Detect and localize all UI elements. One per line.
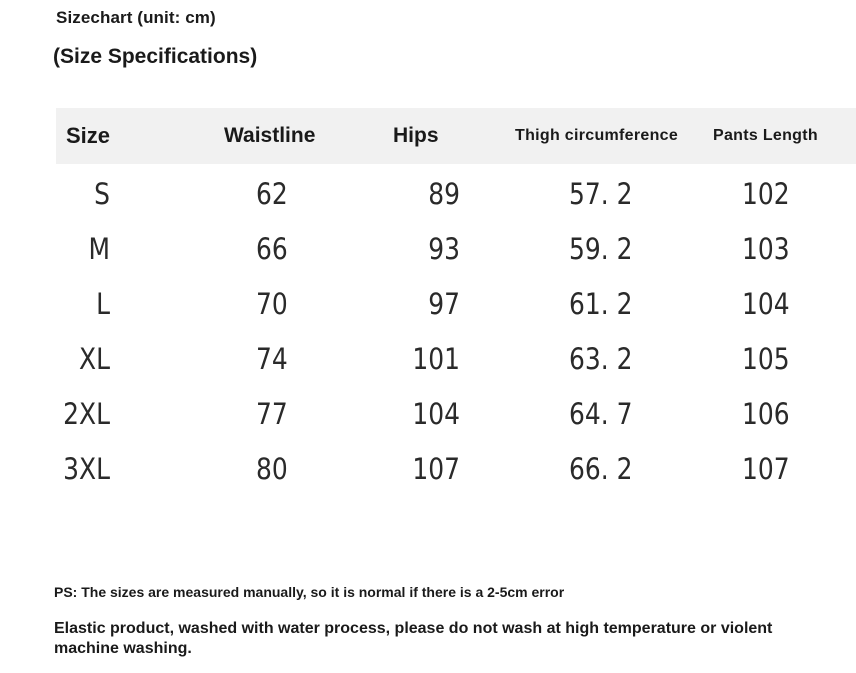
table-row — [0, 167, 856, 222]
thigh-cell: 59. 2 — [569, 232, 633, 266]
waistline-cell: 66 — [256, 232, 288, 266]
header-pants-length: Pants Length — [713, 127, 818, 144]
table-row — [0, 387, 856, 442]
pants-length-cell: 107 — [742, 452, 790, 486]
table-row — [0, 332, 856, 387]
size-cell: M — [88, 232, 110, 266]
thigh-cell: 61. 2 — [569, 287, 633, 321]
waistline-cell: 80 — [256, 452, 288, 486]
pants-length-cell: 104 — [742, 287, 790, 321]
size-cell: S — [94, 177, 110, 211]
size-cell: 2XL — [63, 397, 110, 431]
pants-length-cell: 105 — [742, 342, 790, 376]
measurement-error-note: PS: The sizes are measured manually, so it is normal if there is a 2-5cm error — [54, 584, 565, 600]
size-cell: L — [96, 287, 110, 321]
header-thigh-circumference: Thigh circumference — [515, 127, 679, 144]
waistline-cell: 77 — [256, 397, 288, 431]
hips-cell: 93 — [428, 232, 460, 266]
table-row — [0, 442, 856, 497]
washing-disclaimer: Elastic product, washed with water process, please do not wash at high temperature or violent machine washing. — [54, 620, 773, 657]
hips-cell: 107 — [412, 452, 460, 486]
header-size: Size — [66, 123, 111, 148]
thigh-cell: 63. 2 — [569, 342, 633, 376]
hips-cell: 97 — [428, 287, 460, 321]
waistline-cell: 70 — [256, 287, 288, 321]
size-cell: 3XL — [63, 452, 110, 486]
waistline-cell: 62 — [256, 177, 288, 211]
page-title: Sizechart (unit: cm) — [56, 8, 216, 27]
pants-length-cell: 106 — [742, 397, 790, 431]
pants-length-cell: 103 — [742, 232, 790, 266]
header-hips: Hips — [393, 124, 439, 147]
hips-cell: 89 — [428, 177, 460, 211]
hips-cell: 104 — [412, 397, 460, 431]
thigh-cell: 66. 2 — [569, 452, 633, 486]
size-cell: XL — [79, 342, 110, 376]
waistline-cell: 74 — [256, 342, 288, 376]
pants-length-cell: 102 — [742, 177, 790, 211]
size-specifications-heading: (Size Specifications) — [53, 45, 258, 68]
table-row — [0, 222, 856, 277]
header-waistline: Waistline — [224, 124, 316, 147]
table-row — [0, 277, 856, 332]
thigh-cell: 64. 7 — [569, 397, 633, 431]
hips-cell: 101 — [412, 342, 460, 376]
thigh-cell: 57. 2 — [569, 177, 633, 211]
